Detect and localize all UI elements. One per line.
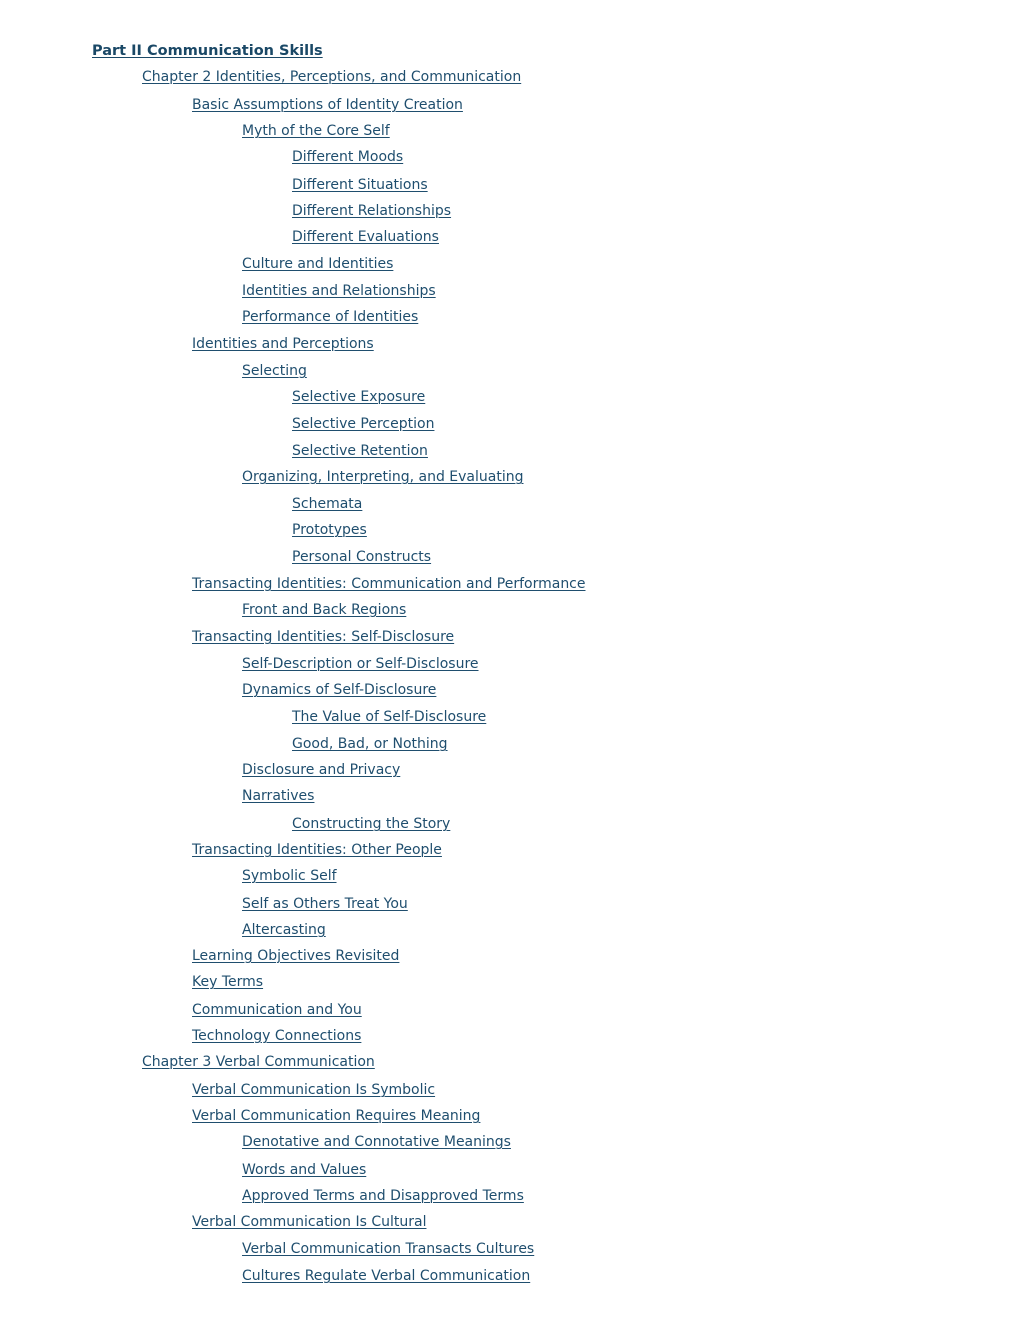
toc-entry-link[interactable]: Basic Assumptions of Identity Creation [192,97,463,113]
toc-entry-link[interactable]: Verbal Communication Is Symbolic [192,1082,436,1098]
toc-entry-link[interactable]: Dynamics of Self-Disclosure [242,682,437,698]
toc-entry-link[interactable]: Transacting Identities: Other People [192,842,442,858]
toc-entry-link[interactable]: Good, Bad, or Nothing [292,736,448,752]
toc-entry-link[interactable]: Transacting Identities: Self-Disclosure [192,629,455,645]
toc-entry-link[interactable]: Performance of Identities [242,309,419,325]
toc-entry-link[interactable]: Key Terms [192,974,264,990]
toc-entry-link[interactable]: Selective Exposure [292,389,426,405]
toc-entry-link[interactable]: Narratives [242,788,315,804]
toc-entry-link[interactable]: Transacting Identities: Communication and Performance [192,576,586,592]
toc-entry-link[interactable]: Approved Terms and Disapproved Terms [242,1188,524,1204]
toc-entry-link[interactable]: Front and Back Regions [242,602,407,618]
toc-entry-link[interactable]: Verbal Communication Is Cultural [192,1214,427,1230]
toc-entry-link[interactable]: Altercasting [242,922,326,938]
toc-entry-link[interactable]: Organizing, Interpreting, and Evaluating [242,469,524,485]
toc-entry-link[interactable]: Culture and Identities [242,256,394,272]
toc-entry-link[interactable]: Schemata [292,496,363,512]
toc-entry-link[interactable]: Verbal Communication Requires Meaning [192,1108,481,1124]
toc-entry-link[interactable]: Prototypes [292,522,367,538]
toc-entry-link[interactable]: Technology Connections [192,1028,362,1044]
toc-entry-link[interactable]: Chapter 3 Verbal Communication [142,1054,375,1070]
toc-entry-link[interactable]: Identities and Relationships [242,283,436,299]
toc-entry-link[interactable]: Different Moods [292,149,404,165]
toc-entry-link[interactable]: Verbal Communication Transacts Cultures [242,1241,535,1257]
toc-entry-link[interactable]: Disclosure and Privacy [242,762,401,778]
toc-entry-link[interactable]: Learning Objectives Revisited [192,948,400,964]
toc-entry-link[interactable]: Personal Constructs [292,549,432,565]
toc-entry-link[interactable]: Different Situations [292,177,428,193]
toc-entry-link[interactable]: Denotative and Connotative Meanings [242,1134,511,1150]
toc-entry-link[interactable]: Words and Values [242,1162,367,1178]
toc-entry-link[interactable]: Different Relationships [292,203,452,219]
toc-part-title-link[interactable]: Part II Communication Skills [92,43,323,59]
toc-entry-link[interactable]: Self as Others Treat You [242,896,408,912]
toc-entry-link[interactable]: The Value of Self-Disclosure [292,709,487,725]
toc-entry-link[interactable]: Selecting [242,363,307,379]
toc-entry-link[interactable]: Different Evaluations [292,229,439,245]
toc-entry-link[interactable]: Myth of the Core Self [242,123,390,139]
toc-entry-link[interactable]: Constructing the Story [292,816,451,832]
toc-entry-link[interactable]: Identities and Perceptions [192,336,374,352]
toc-entry-link[interactable]: Communication and You [192,1002,362,1018]
toc-entry-link[interactable]: Self-Description or Self-Disclosure [242,656,479,672]
toc-entry-link[interactable]: Chapter 2 Identities, Perceptions, and Communication [142,69,522,85]
toc-entry-link[interactable]: Cultures Regulate Verbal Communication [242,1268,531,1284]
toc-entry-link[interactable]: Selective Retention [292,443,428,459]
toc-entry-link[interactable]: Selective Perception [292,416,435,432]
toc-entry-link[interactable]: Symbolic Self [242,868,337,884]
